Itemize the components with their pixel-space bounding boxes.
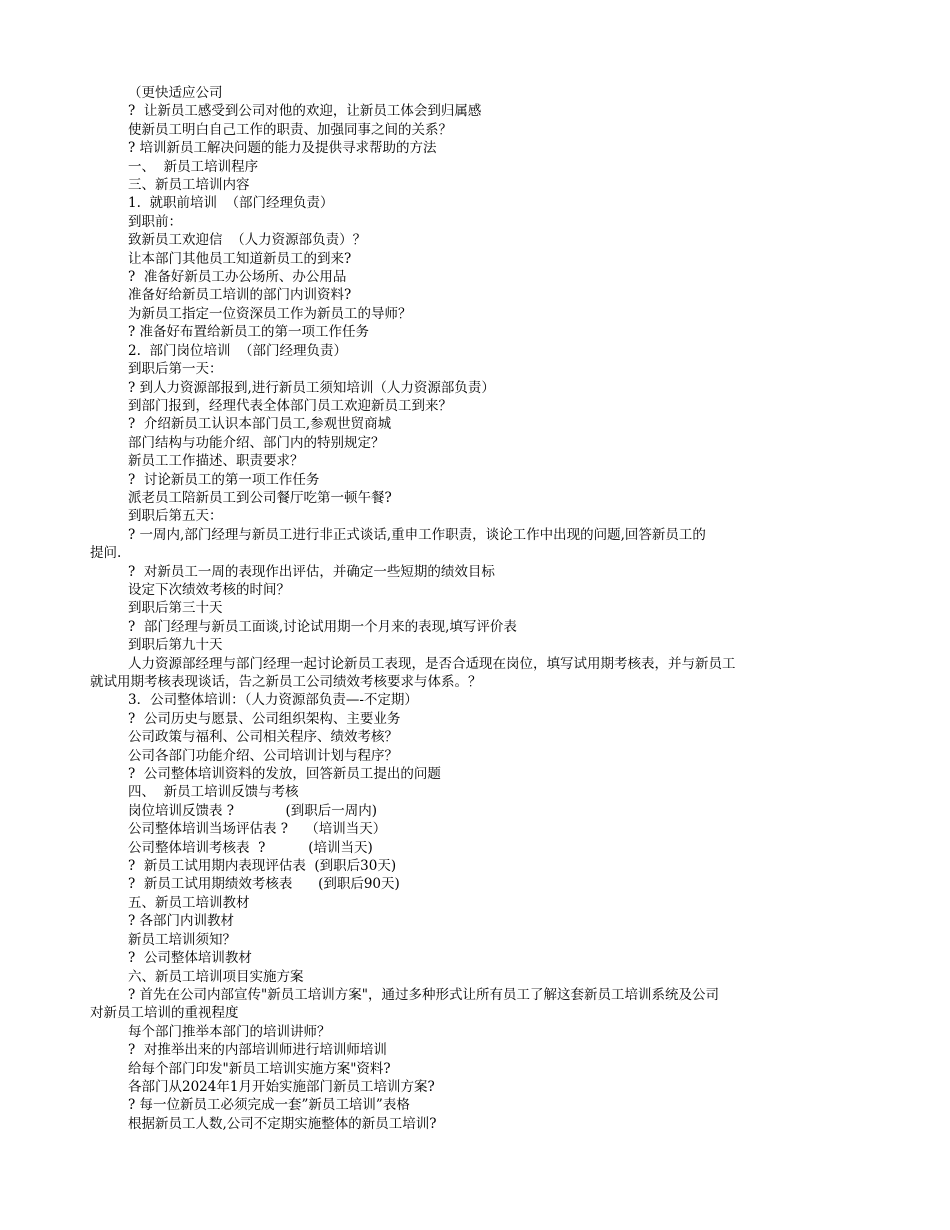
paragraph-continuation-line: 对新员工培训的重视程度 xyxy=(90,1005,239,1022)
text-line: 根据新员工人数,公司不定期实施整体的新员工培训? xyxy=(128,1115,437,1132)
text-line: ? 介绍新员工认识本部门员工,参观世贸商城 xyxy=(128,416,392,433)
text-line: ? 准备好新员工办公场所、办公用品 xyxy=(128,269,347,286)
text-line: 四、 新员工培训反馈与考核 xyxy=(128,784,299,801)
text-line: 五、新员工培训教材 xyxy=(128,894,250,911)
text-line: 岗位培训反馈表 ? (到职后一周内) xyxy=(128,802,378,819)
text-line: 公司政策与福利、公司相关程序、绩效考核？ xyxy=(128,729,398,746)
text-line: ? 公司整体培训资料的发放，回答新员工提出的问题 xyxy=(128,766,441,783)
text-line: ? 让新员工感受到公司对他的欢迎，让新员工体会到归属感 xyxy=(128,103,482,120)
text-line: 新员工工作描述、职责要求？ xyxy=(128,453,304,470)
wrapped-paragraph xyxy=(90,526,896,563)
paragraph-continuation-line: 提问. xyxy=(90,545,122,562)
text-line: 让本部门其他员工知道新员工的到来? xyxy=(128,250,352,267)
text-line: 各部门从2024年1月开始实施部门新员工培训方案? xyxy=(128,1078,435,1095)
text-line: 致新员工欢迎信 （人力资源部负责）？ xyxy=(128,232,367,249)
text-line: 每个部门推举本部门的培训讲师？ xyxy=(128,1023,331,1040)
text-line: 到职后第一天： xyxy=(128,361,223,378)
text-line: ? 新员工试用期内表现评估表 (到职后30天) xyxy=(128,858,397,875)
text-line: ? 培训新员工解决问题的能力及提供寻求帮助的方法 xyxy=(128,140,437,157)
text-line: 使新员工明白自己工作的职责、加强同事之间的关系？ xyxy=(128,121,452,138)
text-line: ? 公司整体培训教材 xyxy=(128,950,252,967)
text-line: 给每个部门印发"新员工培训实施方案"资料? xyxy=(128,1060,391,1077)
text-line: 到部门报到，经理代表全体部门员工欢迎新员工到来？ xyxy=(128,397,452,414)
text-line: 部门结构与功能介绍、部门内的特别规定？ xyxy=(128,434,385,451)
text-line: 到职前： xyxy=(128,213,182,230)
paragraph-first-line: ? 一周内,部门经理与新员工进行非正式谈话,重申工作职责，谈论工作中出现的问题,回答新员工的 xyxy=(128,526,706,543)
text-line: 三、新员工培训内容 xyxy=(128,177,250,194)
text-line: 设定下次绩效考核的时间？ xyxy=(128,581,290,598)
text-line: 六、新员工培训项目实施方案 xyxy=(128,968,304,985)
text-line: 为新员工指定一位资深员工作为新员工的导师？ xyxy=(128,305,412,322)
paragraph-first-line: 人力资源部经理与部门经理一起讨论新员工表现，是否合适现在岗位，填写试用期考核表，并与新员工 xyxy=(128,655,736,672)
text-line: 1. 就职前培训 （部门经理负责） xyxy=(128,195,334,212)
paragraph-first-line: ? 首先在公司内部宣传"新员工培训方案"，通过多种形式让所有员工了解这套新员工培训系统及公司 xyxy=(128,986,719,1003)
text-line: 准备好给新员工培训的部门内训资料? xyxy=(128,287,352,304)
text-line: 到职后第九十天 xyxy=(128,637,223,654)
wrapped-paragraph xyxy=(90,655,896,692)
text-line: 3．公司整体培训：（人力资源部负责—-不定期） xyxy=(128,692,418,709)
text-line: ? 对推举出来的内部培训师进行培训师培训 xyxy=(128,1042,387,1059)
text-line: 公司整体培训当场评估表 ? （培训当天） xyxy=(128,821,387,838)
text-line: ? 到人力资源部报到,进行新员工须知培训（人力资源部负责） xyxy=(128,379,495,396)
text-line: 公司整体培训考核表 ? (培训当天) xyxy=(128,839,373,856)
paragraph-continuation-line: 就试用期考核表现谈话，告之新员工公司绩效考核要求与体系。？ xyxy=(90,674,482,690)
text-line: ? 准备好布置给新员工的第一项工作任务 xyxy=(128,324,370,341)
text-line: （更快适应公司 xyxy=(128,85,223,101)
text-line: ? 各部门内训教材 xyxy=(128,913,235,930)
text-line: 一、 新员工培训程序 xyxy=(128,158,259,175)
text-line: 到职后第三十天 xyxy=(128,600,223,617)
wrapped-paragraph xyxy=(90,986,896,1023)
text-line: 2. 部门岗位培训 （部门经理负责） xyxy=(128,342,348,359)
text-line: 新员工培训须知？ xyxy=(128,931,236,948)
document-body xyxy=(0,84,950,1133)
text-line: 到职后第五天： xyxy=(128,508,223,525)
text-line: ? 公司历史与愿景、公司组织架构、主要业务 xyxy=(128,710,401,727)
text-line: 派老员工陪新员工到公司餐厅吃第一顿午餐? xyxy=(128,489,392,506)
text-line: 公司各部门功能介绍、公司培训计划与程序？ xyxy=(128,747,398,764)
text-line: ? 新员工试用期绩效考核表 (到职后90天) xyxy=(128,876,400,893)
text-line: ? 讨论新员工的第一项工作任务 xyxy=(128,471,320,488)
text-line: ? 部门经理与新员工面谈,讨论试用期一个月来的表现,填写评价表 xyxy=(128,618,517,635)
text-line: ? 每一位新员工必须完成一套”新员工培训”表格 xyxy=(128,1097,410,1114)
text-line: ? 对新员工一周的表现作出评估，并确定一些短期的绩效目标 xyxy=(128,563,495,580)
